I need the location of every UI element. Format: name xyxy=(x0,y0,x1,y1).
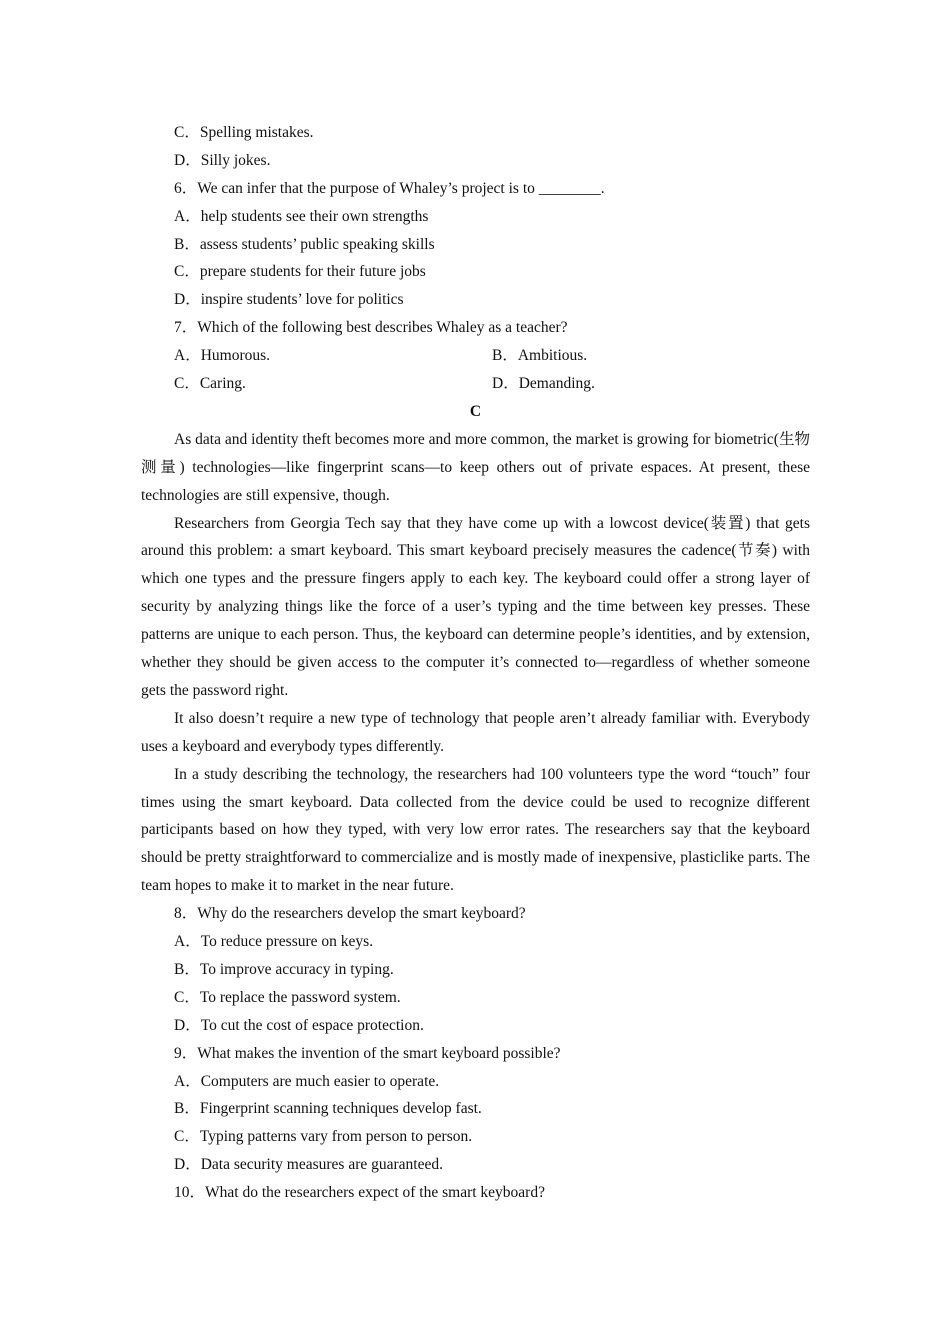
q6-stem: 6．We can infer that the purpose of Whaley’s project is to ________. xyxy=(174,179,605,197)
q7-option-d: D．Demanding. xyxy=(492,375,595,393)
q8-stem: 8．Why do the researchers develop the smart keyboard? xyxy=(174,905,526,923)
q7-stem: 7．Which of the following best describes Whaley as a teacher? xyxy=(174,319,568,337)
q7-option-b: B．Ambitious. xyxy=(492,347,588,365)
q8-option-c: C．To replace the password system. xyxy=(174,988,401,1006)
q6-option-d: D．inspire students’ love for politics xyxy=(174,291,404,309)
q7-option-a: A．Humorous. xyxy=(174,347,271,365)
passage-paragraph-3: It also doesn’t require a new type of technology that people aren’t already familiar with. Everybody uses a keyboard and everybody types differently. xyxy=(141,709,810,755)
q9-option-a: A．Computers are much easier to operate. xyxy=(174,1072,440,1090)
q10-stem: 10．What do the researchers expect of the smart keyboard? xyxy=(174,1184,545,1202)
q7-options-row-2 xyxy=(141,370,810,398)
q8-option-b: B．To improve accuracy in typing. xyxy=(174,960,394,978)
q5-option-c: C．Spelling mistakes. xyxy=(174,124,314,141)
q8-option-a: A．To reduce pressure on keys. xyxy=(174,933,374,951)
q9-stem: 9．What makes the invention of the smart keyboard possible? xyxy=(174,1044,561,1062)
passage-paragraph-4: In a study describing the technology, the researchers had 100 volunteers type the word “touch” four times using the smart keyboard. Data collected from the device could be used to recognize different participants based on how they typed, with very low error rates. The researchers say that the keyboard should be pretty straightforward to commercialize and is mostly made of inexpensive, plasticlike parts. The team hopes to make it to market in the near future. xyxy=(141,765,810,895)
q7-options-row-1 xyxy=(141,342,810,370)
q8-option-d: D．To cut the cost of espace protection. xyxy=(174,1016,424,1034)
q9-option-b: B．Fingerprint scanning techniques develop fast. xyxy=(174,1100,482,1118)
q6-option-b: B．assess students’ public speaking skills xyxy=(174,235,435,253)
section-heading: C xyxy=(469,402,482,420)
q9-option-c: C．Typing patterns vary from person to person. xyxy=(174,1128,473,1146)
passage-paragraph-1: As data and identity theft becomes more and more common, the market is growing for biometric(生物测量) technologies—like fingerprint scans—to keep others out of private espaces. At present, these technologies are still expensive, though. xyxy=(141,430,810,504)
q9-option-d: D．Data security measures are guaranteed. xyxy=(174,1156,443,1174)
q7-option-c: C．Caring. xyxy=(174,375,246,393)
passage-paragraph-2: Researchers from Georgia Tech say that they have come up with a lowcost device(装置) that gets around this problem: a smart keyboard. This smart keyboard precisely measures the cadence(节奏) with which one types and the pressure fingers apply to each key. The keyboard could offer a strong layer of security by analyzing things like the force of a user’s typing and the time between key presses. These patterns are unique to each person. Thus, the keyboard can determine people’s identities, and by extension, whether they should be given access to the computer it’s connected to—regardless of whether someone gets the password right. xyxy=(141,514,810,699)
document-page xyxy=(141,119,810,1207)
q6-option-c: C．prepare students for their future jobs xyxy=(174,263,426,281)
q6-option-a: A．help students see their own strengths xyxy=(174,207,429,225)
q5-option-d: D．Silly jokes. xyxy=(174,151,271,169)
